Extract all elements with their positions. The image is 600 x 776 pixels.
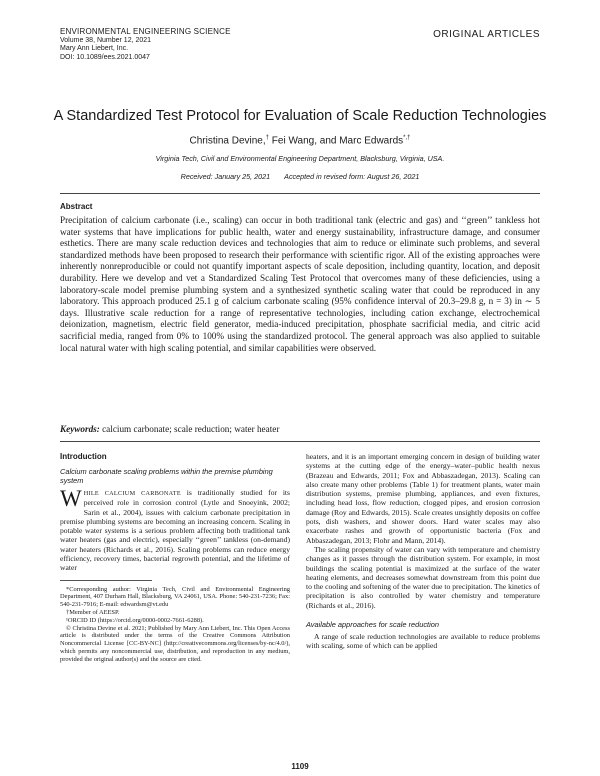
publisher: Mary Ann Liebert, Inc. — [60, 45, 129, 53]
footnote-orcid: ¹ORCID ID (https://orcid.org/0000-0002-7661-6288). — [66, 616, 204, 624]
author-mark: † — [265, 135, 269, 141]
footnote-divider — [60, 580, 152, 581]
subsection-heading: Calcium carbonate scaling problems within the premise plumbing system — [60, 467, 273, 485]
intro-paragraph: WHILE CALCIUM CARBONATE is traditionally studied for its perceived role in corrosion control (Lytle and Snoeyink, 2002; Sarin et al., 2004), issues with calcium carbonate precipitation in premise plumbing systems are becoming an increasing concern. Scaling in potable water systems is a serious problem affecting both traditional tank water heaters (gas and electric), especially ‘‘green’’ tankless (on-demand) water heaters (Richards et al., 2016). Scaling problems can reduce energy efficiency, recovery times, bacterial regrowth potential, and the lifetime of water — [60, 486, 290, 573]
divider — [60, 441, 540, 442]
drop-cap: W — [60, 486, 82, 511]
keywords-label: Keywords: — [60, 424, 100, 434]
keywords-text: calcium carbonate; scale reduction; water heater — [99, 424, 280, 434]
footnote-corresponding: *Corresponding author: Virginia Tech, Civil and Environmental Engineering Department, 407 Durham Hall, Blacksburg, VA 24061, USA. Phone: 540-231-7236; Fax: 540-231-7916; E-mail: edwardsm@vt.edu — [60, 585, 290, 609]
page-number: 1109 — [291, 762, 309, 771]
accepted-date: Accepted in revised form: August 26, 2021 — [284, 172, 420, 181]
author-name: Fei Wang, and Marc Edwards — [269, 135, 404, 147]
keywords — [60, 424, 540, 434]
journal-volume: Volume 38, Number 12, 2021 — [60, 36, 152, 44]
body-paragraph: The scaling propensity of water can vary with temperature and chemistry changes as it passes through the distribution system. For example, in most buildings the scaling potential is maximized at the surface of the water heating elements, and decreases somewhat downstream from this point due to the cooling and softening of the water due to precipitation. The kinetics of precipitation is also controlled by water chemistry and temperature (Richards et al., 2016). — [306, 544, 540, 610]
journal-header — [60, 28, 320, 62]
footnote-license: © Christina Devine et al. 2021; Published by Mary Ann Liebert, Inc. This Open Access article is distributed under the terms of the Creative Commons Attribution Noncommercial License [CC-BY-NC] (http://creativecommons.org/licenses/by-nc/4.0/), which permits any noncommercial use, distribution, and reproduction in any medium, provided the original author(s) and the source are cited. — [60, 624, 290, 663]
affiliation: Virginia Tech, Civil and Environmental Engineering Department, Blacksburg, Virginia, USA. — [155, 154, 445, 163]
left-column — [60, 452, 290, 664]
doi: DOI: 10.1089/ees.2021.0047 — [60, 53, 150, 61]
journal-name: ENVIRONMENTAL ENGINEERING SCIENCE — [60, 27, 231, 36]
abstract-heading: Abstract — [60, 202, 93, 211]
article-title: A Standardized Test Protocol for Evaluation of Scale Reduction Technologies — [53, 108, 547, 124]
lead-in-text: HILE CALCIUM CARBONATE — [83, 490, 181, 497]
section-heading: Introduction — [60, 452, 107, 461]
author-mark: *,† — [403, 135, 411, 141]
divider — [60, 193, 540, 194]
subsection-heading: Available approaches for scale reduction — [306, 620, 439, 630]
author-name: Christina Devine, — [189, 135, 266, 147]
right-column — [306, 452, 540, 651]
body-paragraph: heaters, and it is an important emerging concern in design of building water systems at the cutting edge of the energy–water–public health nexus (Brazeau and Edwards, 2011; Fox and Abbaszadegan, 2013). Scaling can also create many other problems (Table 1) for treatment plants, water main distribution systems, premise plumbing, appliances, and even fixtures, including head loss, flow reduction, clogged pipes, and erosion corrosion damage (Roy and Edwards, 2015). Scale creates unsightly deposits on coffee pots, dish washers, and shower doors. Hard water scales may also exacerbate rashes and growth of opportunistic bacteria (Fox and Abbaszadegan, 2013; Flohr and Mann, 2014). — [306, 452, 540, 545]
article-dates — [40, 172, 560, 181]
received-date: Received: January 25, 2021 — [180, 172, 271, 181]
article-type: ORIGINAL ARTICLES — [433, 29, 540, 40]
abstract-text: Precipitation of calcium carbonate (i.e., scaling) can occur in both traditional tank (electric and gas) and ‘‘green’’ tankless hot water systems that have implications for public health, water and energy sustainability, infrastructure damage, and consumer esthetics. There are many scale reduction devices and technologies that aim to reduce or eliminate such problems, and several standardized methods have been proposed to research their performance with scientific rigor. All of the existing approaches were inherently nonreproducible or could not quantify important aspects of scale deposition, including quantity, location, and deposit durability. Here we develop and vet a Standardized Scaling Test Protocol that overcomes many of these deficiencies, using a laboratory-scale model premise plumbing system and a synthesized synthetic scaling water that could be reproduced in any laboratory. This approach produced 25.1 g of calcium carbonate scaling (95% confidence interval of 20.3–29.8 g, n = 3) in ∼ 5 days. Illustrative scale reduction for a range of representative technologies, including cation exchange, electrochemical deionization, magnetism, electric field generator, media-induced precipitation, phosphate sacrificial media, and citric acid sacrificial media, ranged from 0% to 100% using the standardized protocol. The general approach was also applied to suitable local natural water with high scaling potential, and similar capabilities were observed. — [60, 215, 540, 353]
footnote-member: †Member of AEESP. — [66, 609, 120, 617]
author-list — [40, 135, 560, 146]
body-paragraph: A range of scale reduction technologies are available to reduce problems with scaling, some of which can be applied — [306, 632, 540, 651]
